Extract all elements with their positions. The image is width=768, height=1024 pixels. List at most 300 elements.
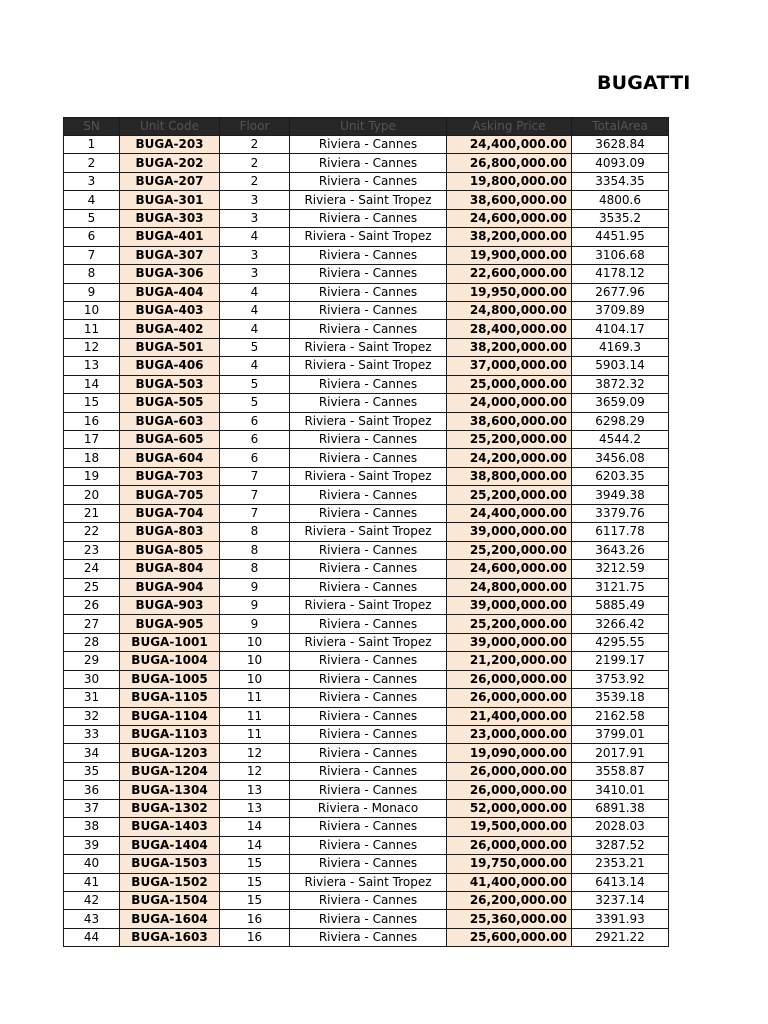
column-header-total-area: TotalArea [572, 118, 669, 136]
cell-sn: 35 [64, 762, 120, 780]
cell-total-area: 6203.35 [572, 467, 669, 485]
cell-floor: 2 [220, 136, 290, 154]
cell-sn: 30 [64, 670, 120, 688]
cell-asking-price: 24,000,000.00 [447, 394, 572, 412]
cell-floor: 10 [220, 633, 290, 651]
cell-total-area: 2199.17 [572, 652, 669, 670]
table-row [64, 486, 669, 504]
cell-total-area: 4800.6 [572, 191, 669, 209]
cell-unit-code: BUGA-1005 [120, 670, 220, 688]
cell-asking-price: 38,800,000.00 [447, 467, 572, 485]
cell-total-area: 3643.26 [572, 541, 669, 559]
cell-unit-code: BUGA-603 [120, 412, 220, 430]
cell-asking-price: 39,000,000.00 [447, 523, 572, 541]
cell-asking-price: 26,000,000.00 [447, 781, 572, 799]
cell-unit-code: BUGA-1103 [120, 726, 220, 744]
table-row [64, 891, 669, 909]
cell-unit-type: Riviera - Saint Tropez [290, 596, 447, 614]
cell-sn: 11 [64, 320, 120, 338]
cell-sn: 29 [64, 652, 120, 670]
cell-floor: 10 [220, 652, 290, 670]
cell-sn: 13 [64, 357, 120, 375]
cell-sn: 22 [64, 523, 120, 541]
cell-unit-type: Riviera - Saint Tropez [290, 412, 447, 430]
column-header-sn: SN [64, 118, 120, 136]
cell-sn: 38 [64, 818, 120, 836]
table-row [64, 928, 669, 946]
table-row [64, 172, 669, 190]
cell-floor: 15 [220, 891, 290, 909]
cell-sn: 33 [64, 726, 120, 744]
cell-floor: 9 [220, 578, 290, 596]
table-row [64, 338, 669, 356]
column-header-unit-code: Unit Code [120, 118, 220, 136]
cell-floor: 6 [220, 449, 290, 467]
cell-asking-price: 28,400,000.00 [447, 320, 572, 338]
cell-unit-code: BUGA-804 [120, 560, 220, 578]
cell-unit-type: Riviera - Cannes [290, 855, 447, 873]
cell-total-area: 2162.58 [572, 707, 669, 725]
column-header-floor: Floor [220, 118, 290, 136]
cell-unit-code: BUGA-203 [120, 136, 220, 154]
cell-unit-type: Riviera - Cannes [290, 486, 447, 504]
cell-asking-price: 25,200,000.00 [447, 431, 572, 449]
cell-unit-type: Riviera - Cannes [290, 836, 447, 854]
cell-floor: 7 [220, 486, 290, 504]
cell-floor: 11 [220, 707, 290, 725]
cell-unit-code: BUGA-1304 [120, 781, 220, 799]
cell-asking-price: 26,000,000.00 [447, 670, 572, 688]
cell-total-area: 2028.03 [572, 818, 669, 836]
cell-unit-type: Riviera - Cannes [290, 265, 447, 283]
table-row [64, 596, 669, 614]
table-row [64, 228, 669, 246]
cell-floor: 7 [220, 467, 290, 485]
cell-floor: 12 [220, 744, 290, 762]
cell-unit-code: BUGA-1302 [120, 799, 220, 817]
cell-unit-type: Riviera - Cannes [290, 301, 447, 319]
cell-sn: 31 [64, 689, 120, 707]
cell-asking-price: 19,900,000.00 [447, 246, 572, 264]
cell-unit-code: BUGA-703 [120, 467, 220, 485]
cell-unit-type: Riviera - Cannes [290, 891, 447, 909]
table-row [64, 670, 669, 688]
cell-unit-code: BUGA-705 [120, 486, 220, 504]
cell-total-area: 3659.09 [572, 394, 669, 412]
cell-total-area: 3379.76 [572, 504, 669, 522]
cell-sn: 20 [64, 486, 120, 504]
header-row [64, 118, 669, 136]
cell-unit-code: BUGA-1503 [120, 855, 220, 873]
cell-unit-code: BUGA-604 [120, 449, 220, 467]
cell-unit-code: BUGA-403 [120, 301, 220, 319]
cell-unit-code: BUGA-1204 [120, 762, 220, 780]
cell-sn: 27 [64, 615, 120, 633]
cell-unit-type: Riviera - Cannes [290, 818, 447, 836]
cell-floor: 12 [220, 762, 290, 780]
cell-unit-type: Riviera - Saint Tropez [290, 633, 447, 651]
cell-unit-type: Riviera - Cannes [290, 504, 447, 522]
cell-sn: 16 [64, 412, 120, 430]
cell-floor: 6 [220, 431, 290, 449]
cell-asking-price: 24,800,000.00 [447, 301, 572, 319]
table-row [64, 265, 669, 283]
table-row [64, 578, 669, 596]
cell-sn: 1 [64, 136, 120, 154]
cell-unit-code: BUGA-505 [120, 394, 220, 412]
cell-unit-code: BUGA-605 [120, 431, 220, 449]
cell-asking-price: 38,200,000.00 [447, 228, 572, 246]
cell-floor: 16 [220, 910, 290, 928]
cell-sn: 26 [64, 596, 120, 614]
cell-unit-type: Riviera - Cannes [290, 578, 447, 596]
cell-unit-code: BUGA-1502 [120, 873, 220, 891]
cell-asking-price: 24,400,000.00 [447, 136, 572, 154]
cell-unit-code: BUGA-1105 [120, 689, 220, 707]
cell-unit-type: Riviera - Cannes [290, 209, 447, 227]
cell-sn: 4 [64, 191, 120, 209]
cell-total-area: 3121.75 [572, 578, 669, 596]
cell-asking-price: 22,600,000.00 [447, 265, 572, 283]
cell-total-area: 4093.09 [572, 154, 669, 172]
cell-floor: 15 [220, 855, 290, 873]
cell-asking-price: 38,600,000.00 [447, 191, 572, 209]
table-row [64, 375, 669, 393]
cell-asking-price: 26,000,000.00 [447, 836, 572, 854]
document-title-area [0, 70, 691, 100]
cell-total-area: 6413.14 [572, 873, 669, 891]
cell-floor: 4 [220, 357, 290, 375]
cell-sn: 42 [64, 891, 120, 909]
cell-total-area: 3753.92 [572, 670, 669, 688]
table-row [64, 873, 669, 891]
table-row [64, 449, 669, 467]
cell-sn: 17 [64, 431, 120, 449]
cell-unit-code: BUGA-207 [120, 172, 220, 190]
cell-unit-type: Riviera - Cannes [290, 910, 447, 928]
cell-total-area: 3949.38 [572, 486, 669, 504]
table-row [64, 855, 669, 873]
cell-asking-price: 21,400,000.00 [447, 707, 572, 725]
table-row [64, 818, 669, 836]
cell-unit-type: Riviera - Cannes [290, 670, 447, 688]
cell-total-area: 6891.38 [572, 799, 669, 817]
cell-asking-price: 26,200,000.00 [447, 891, 572, 909]
cell-sn: 34 [64, 744, 120, 762]
cell-asking-price: 25,200,000.00 [447, 486, 572, 504]
cell-unit-type: Riviera - Cannes [290, 560, 447, 578]
cell-unit-type: Riviera - Cannes [290, 172, 447, 190]
cell-sn: 36 [64, 781, 120, 799]
cell-unit-type: Riviera - Cannes [290, 246, 447, 264]
cell-floor: 11 [220, 726, 290, 744]
cell-unit-code: BUGA-704 [120, 504, 220, 522]
table-row [64, 320, 669, 338]
table-row [64, 301, 669, 319]
cell-unit-type: Riviera - Cannes [290, 762, 447, 780]
cell-unit-type: Riviera - Cannes [290, 689, 447, 707]
table-row [64, 836, 669, 854]
cell-floor: 4 [220, 283, 290, 301]
cell-unit-type: Riviera - Cannes [290, 320, 447, 338]
table-row [64, 431, 669, 449]
cell-floor: 8 [220, 560, 290, 578]
cell-floor: 8 [220, 523, 290, 541]
cell-total-area: 3287.52 [572, 836, 669, 854]
cell-asking-price: 19,750,000.00 [447, 855, 572, 873]
cell-floor: 5 [220, 394, 290, 412]
table-row [64, 633, 669, 651]
table-header [64, 118, 669, 136]
cell-unit-type: Riviera - Cannes [290, 652, 447, 670]
cell-unit-type: Riviera - Monaco [290, 799, 447, 817]
cell-total-area: 3266.42 [572, 615, 669, 633]
cell-total-area: 6117.78 [572, 523, 669, 541]
cell-asking-price: 26,800,000.00 [447, 154, 572, 172]
cell-unit-type: Riviera - Saint Tropez [290, 357, 447, 375]
cell-total-area: 3628.84 [572, 136, 669, 154]
cell-unit-type: Riviera - Cannes [290, 375, 447, 393]
cell-floor: 3 [220, 246, 290, 264]
cell-asking-price: 52,000,000.00 [447, 799, 572, 817]
cell-total-area: 3237.14 [572, 891, 669, 909]
cell-unit-type: Riviera - Cannes [290, 431, 447, 449]
table-row [64, 357, 669, 375]
cell-asking-price: 25,600,000.00 [447, 928, 572, 946]
table-body [64, 136, 669, 947]
cell-total-area: 2017.91 [572, 744, 669, 762]
cell-asking-price: 19,950,000.00 [447, 283, 572, 301]
cell-asking-price: 25,200,000.00 [447, 615, 572, 633]
cell-floor: 5 [220, 375, 290, 393]
cell-asking-price: 26,000,000.00 [447, 762, 572, 780]
cell-unit-code: BUGA-1203 [120, 744, 220, 762]
cell-sn: 37 [64, 799, 120, 817]
table-row [64, 781, 669, 799]
cell-asking-price: 24,600,000.00 [447, 560, 572, 578]
cell-unit-code: BUGA-503 [120, 375, 220, 393]
cell-sn: 25 [64, 578, 120, 596]
cell-unit-type: Riviera - Cannes [290, 707, 447, 725]
cell-floor: 3 [220, 209, 290, 227]
table-row [64, 560, 669, 578]
cell-total-area: 3539.18 [572, 689, 669, 707]
cell-total-area: 6298.29 [572, 412, 669, 430]
cell-sn: 9 [64, 283, 120, 301]
cell-sn: 41 [64, 873, 120, 891]
table-row [64, 523, 669, 541]
cell-asking-price: 19,800,000.00 [447, 172, 572, 190]
cell-unit-type: Riviera - Saint Tropez [290, 338, 447, 356]
cell-asking-price: 26,000,000.00 [447, 689, 572, 707]
cell-asking-price: 24,400,000.00 [447, 504, 572, 522]
table-row [64, 209, 669, 227]
cell-unit-type: Riviera - Cannes [290, 136, 447, 154]
table-row [64, 412, 669, 430]
cell-total-area: 5885.49 [572, 596, 669, 614]
cell-floor: 3 [220, 191, 290, 209]
table-row [64, 191, 669, 209]
cell-unit-code: BUGA-1403 [120, 818, 220, 836]
cell-unit-code: BUGA-406 [120, 357, 220, 375]
cell-unit-code: BUGA-903 [120, 596, 220, 614]
cell-total-area: 3709.89 [572, 301, 669, 319]
cell-unit-type: Riviera - Cannes [290, 726, 447, 744]
cell-total-area: 2353.21 [572, 855, 669, 873]
cell-unit-code: BUGA-803 [120, 523, 220, 541]
cell-total-area: 3535.2 [572, 209, 669, 227]
cell-total-area: 3558.87 [572, 762, 669, 780]
cell-unit-type: Riviera - Cannes [290, 615, 447, 633]
table-row [64, 136, 669, 154]
cell-total-area: 3799.01 [572, 726, 669, 744]
cell-total-area: 3106.68 [572, 246, 669, 264]
cell-sn: 19 [64, 467, 120, 485]
cell-total-area: 4104.17 [572, 320, 669, 338]
table-row [64, 726, 669, 744]
cell-floor: 13 [220, 781, 290, 799]
table-row [64, 910, 669, 928]
cell-asking-price: 38,200,000.00 [447, 338, 572, 356]
table-row [64, 154, 669, 172]
cell-unit-code: BUGA-404 [120, 283, 220, 301]
cell-floor: 4 [220, 301, 290, 319]
table-row [64, 652, 669, 670]
cell-floor: 16 [220, 928, 290, 946]
cell-unit-code: BUGA-501 [120, 338, 220, 356]
cell-floor: 3 [220, 265, 290, 283]
table-row [64, 283, 669, 301]
cell-unit-code: BUGA-1504 [120, 891, 220, 909]
cell-asking-price: 41,400,000.00 [447, 873, 572, 891]
column-header-asking-price: Asking Price [447, 118, 572, 136]
cell-floor: 4 [220, 320, 290, 338]
cell-sn: 6 [64, 228, 120, 246]
cell-sn: 7 [64, 246, 120, 264]
table-row [64, 744, 669, 762]
cell-unit-type: Riviera - Cannes [290, 394, 447, 412]
column-header-unit-type: Unit Type [290, 118, 447, 136]
cell-unit-type: Riviera - Saint Tropez [290, 467, 447, 485]
cell-unit-type: Riviera - Saint Tropez [290, 523, 447, 541]
cell-asking-price: 19,500,000.00 [447, 818, 572, 836]
cell-floor: 4 [220, 228, 290, 246]
cell-sn: 10 [64, 301, 120, 319]
cell-unit-code: BUGA-301 [120, 191, 220, 209]
cell-unit-code: BUGA-303 [120, 209, 220, 227]
cell-sn: 12 [64, 338, 120, 356]
cell-unit-code: BUGA-805 [120, 541, 220, 559]
cell-total-area: 2921.22 [572, 928, 669, 946]
table-row [64, 799, 669, 817]
cell-sn: 23 [64, 541, 120, 559]
cell-total-area: 3212.59 [572, 560, 669, 578]
cell-unit-code: BUGA-202 [120, 154, 220, 172]
cell-total-area: 4178.12 [572, 265, 669, 283]
cell-unit-code: BUGA-1404 [120, 836, 220, 854]
cell-sn: 2 [64, 154, 120, 172]
cell-asking-price: 24,200,000.00 [447, 449, 572, 467]
cell-asking-price: 25,360,000.00 [447, 910, 572, 928]
cell-floor: 10 [220, 670, 290, 688]
cell-unit-type: Riviera - Cannes [290, 928, 447, 946]
cell-sn: 18 [64, 449, 120, 467]
cell-unit-type: Riviera - Cannes [290, 283, 447, 301]
cell-asking-price: 23,000,000.00 [447, 726, 572, 744]
cell-floor: 14 [220, 836, 290, 854]
cell-unit-code: BUGA-1604 [120, 910, 220, 928]
table-row [64, 689, 669, 707]
table-row [64, 762, 669, 780]
cell-sn: 24 [64, 560, 120, 578]
cell-sn: 28 [64, 633, 120, 651]
cell-unit-type: Riviera - Cannes [290, 541, 447, 559]
document-title: BUGATTI [597, 72, 691, 94]
cell-total-area: 3354.35 [572, 172, 669, 190]
cell-unit-code: BUGA-306 [120, 265, 220, 283]
cell-unit-type: Riviera - Saint Tropez [290, 191, 447, 209]
cell-unit-type: Riviera - Saint Tropez [290, 228, 447, 246]
cell-total-area: 3410.01 [572, 781, 669, 799]
cell-floor: 7 [220, 504, 290, 522]
cell-unit-type: Riviera - Saint Tropez [290, 873, 447, 891]
cell-total-area: 4544.2 [572, 431, 669, 449]
cell-unit-code: BUGA-402 [120, 320, 220, 338]
cell-total-area: 3456.08 [572, 449, 669, 467]
cell-unit-type: Riviera - Cannes [290, 781, 447, 799]
cell-sn: 3 [64, 172, 120, 190]
cell-sn: 8 [64, 265, 120, 283]
cell-unit-code: BUGA-307 [120, 246, 220, 264]
cell-floor: 9 [220, 596, 290, 614]
cell-sn: 21 [64, 504, 120, 522]
cell-unit-type: Riviera - Cannes [290, 744, 447, 762]
cell-total-area: 4295.55 [572, 633, 669, 651]
table-row [64, 394, 669, 412]
table-row [64, 541, 669, 559]
cell-floor: 2 [220, 172, 290, 190]
table-row [64, 467, 669, 485]
cell-unit-type: Riviera - Cannes [290, 154, 447, 172]
cell-sn: 14 [64, 375, 120, 393]
cell-floor: 5 [220, 338, 290, 356]
cell-asking-price: 24,800,000.00 [447, 578, 572, 596]
cell-asking-price: 21,200,000.00 [447, 652, 572, 670]
cell-total-area: 3872.32 [572, 375, 669, 393]
cell-floor: 9 [220, 615, 290, 633]
cell-unit-code: BUGA-904 [120, 578, 220, 596]
cell-asking-price: 24,600,000.00 [447, 209, 572, 227]
cell-floor: 11 [220, 689, 290, 707]
cell-sn: 40 [64, 855, 120, 873]
cell-floor: 8 [220, 541, 290, 559]
cell-sn: 39 [64, 836, 120, 854]
cell-sn: 32 [64, 707, 120, 725]
cell-asking-price: 25,200,000.00 [447, 541, 572, 559]
cell-floor: 6 [220, 412, 290, 430]
cell-total-area: 2677.96 [572, 283, 669, 301]
cell-sn: 43 [64, 910, 120, 928]
cell-asking-price: 38,600,000.00 [447, 412, 572, 430]
cell-total-area: 3391.93 [572, 910, 669, 928]
cell-total-area: 5903.14 [572, 357, 669, 375]
cell-unit-code: BUGA-1001 [120, 633, 220, 651]
cell-unit-type: Riviera - Cannes [290, 449, 447, 467]
cell-floor: 14 [220, 818, 290, 836]
cell-unit-code: BUGA-1004 [120, 652, 220, 670]
cell-floor: 13 [220, 799, 290, 817]
cell-sn: 15 [64, 394, 120, 412]
